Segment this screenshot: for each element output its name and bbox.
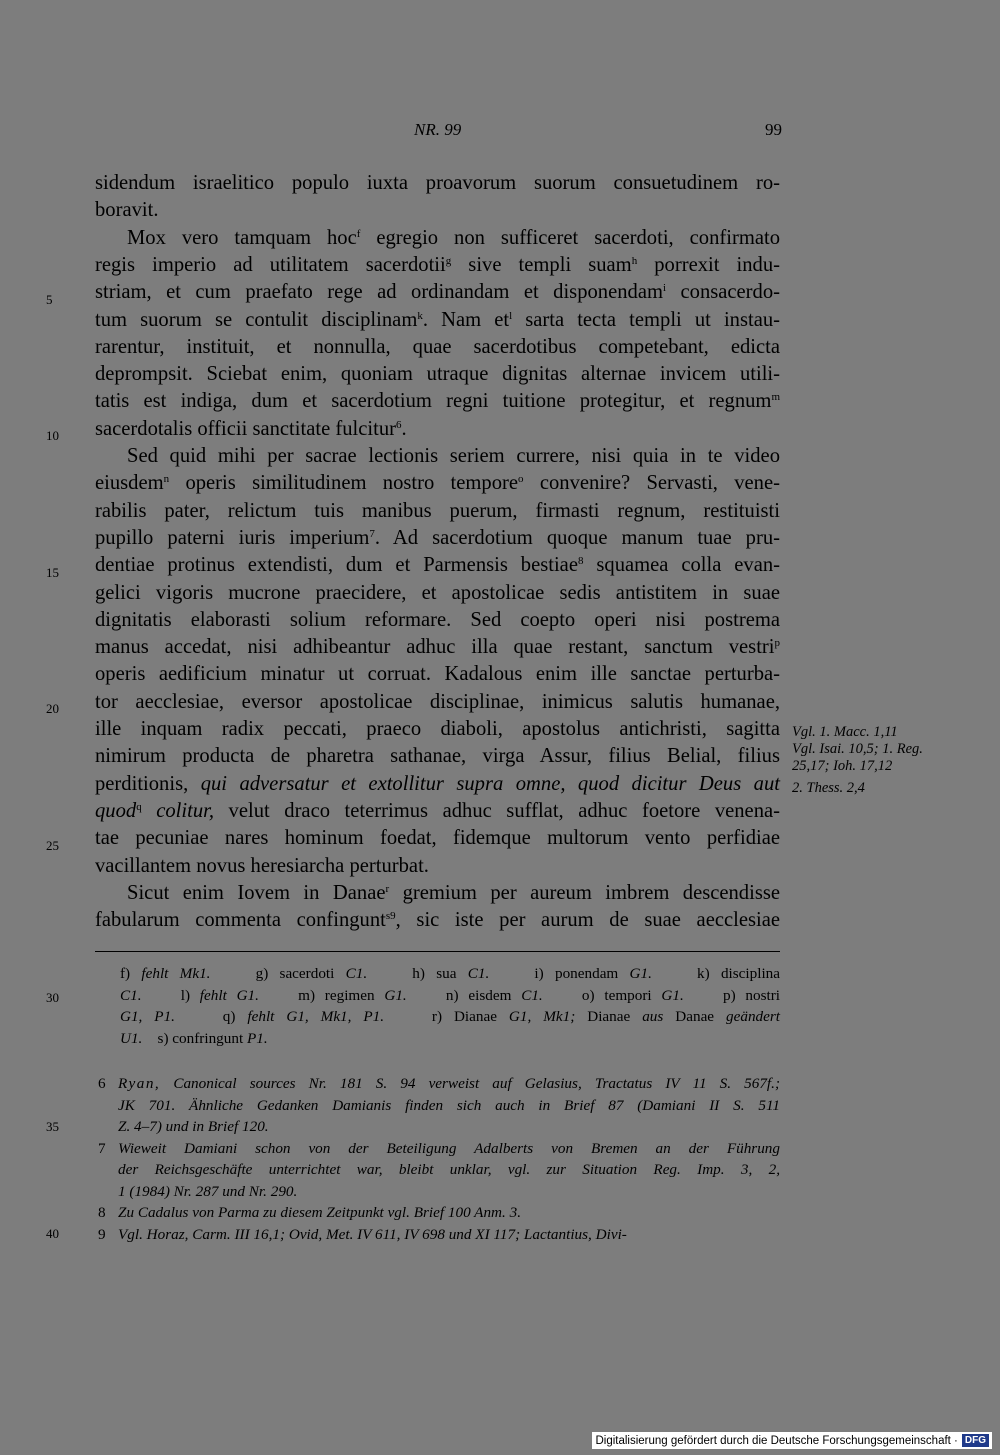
commentary-number: 6 xyxy=(98,1075,106,1092)
line-number: 30 xyxy=(46,990,59,1005)
line-number: 15 xyxy=(46,565,59,580)
margin-note: 2. Thess. 2,4 xyxy=(792,780,865,796)
apparatus-line: G1, P1. q) fehlt G1, Mk1, P1. r) Dianae G1, Mk1; Dianae aus Danae geändert xyxy=(120,1008,781,1025)
text-line: Sicut enim Iovem in Danae$^r$ gremium per aureum imbrem descendisse xyxy=(127,881,780,904)
text-line: quod$^q$ colitur, velut draco teterrimus adhuc sufflat, adhuc foetore venena- xyxy=(95,799,780,822)
text-line: sacerdotalis officii sanctitate fulcitur$^6$. xyxy=(95,417,407,440)
commentary-line: der Reichsgeschäfte unterrichtet war, bleibt unklar, vgl. zur Situation Reg. Imp. 3, 2, xyxy=(118,1161,780,1178)
funding-text: Digitalisierung gefördert durch die Deutsche Forschungsgemeinschaft · xyxy=(595,1434,958,1447)
text-line: sidendum israelitico populo iuxta proavorum suorum consuetudinem ro- xyxy=(95,172,780,194)
text-line: nimirum producta de pharetra sathanae, virga Assur, filius Belial, filius xyxy=(95,745,780,768)
text-line: rabilis pater, relictum tuis manibus puerum, firmasti regnum, restituisti xyxy=(95,499,780,522)
commentary-number: 9 xyxy=(98,1225,106,1243)
margin-note: 25,17; Ioh. 17,12 xyxy=(792,758,893,774)
funding-banner xyxy=(592,1432,992,1449)
text-line: rarentur, instituit, et nonnulla, quae sacerdotibus competebant, edicta xyxy=(95,335,780,358)
commentary-line: JK 701. Ähnliche Gedanken Damianis finden sich auch in Brief 87 (Damiani II S. 511 xyxy=(118,1096,780,1114)
commentary-number: 7 xyxy=(98,1139,106,1157)
commentary-number: 8 xyxy=(98,1204,106,1221)
text-line: fabularum commenta confingunt$^{s9}$, sic iste per aurum de suae aecclesiae xyxy=(95,909,780,932)
line-number: 20 xyxy=(46,701,59,716)
text-line: Sed quid mihi per sacrae lectionis seriem currere, nisi quia in te video xyxy=(127,445,780,467)
text-line: dignitatis elaborasti solium reformare. Sed coepto operi nisi postrema xyxy=(95,608,780,631)
running-header: NR. 99 xyxy=(414,120,462,139)
apparatus-line: U1. s) confringunt P1. xyxy=(120,1029,268,1047)
text-line: striam, et cum praefato rege ad ordinandam et disponendam$^i$ consacerdo- xyxy=(95,281,780,304)
line-number: 35 xyxy=(46,1119,59,1134)
apparatus-line: C1. l) fehlt G1. m) regimen G1. n) eisdem C1. o) tempori G1. p) nostri xyxy=(120,986,781,1004)
line-number: 40 xyxy=(46,1226,59,1241)
line-number: 5 xyxy=(46,292,53,307)
text-line: gelici vigoris mucrone praecidere, et apostolicae sedis antistitem in suae xyxy=(95,581,780,604)
text-line: perditionis, qui adversatur et extollitur supra omne, quod dicitur Deus aut xyxy=(95,772,780,795)
dfg-logo: DFG xyxy=(962,1434,989,1447)
text-line: tatis est indiga, dum et sacerdotium regni tuitione protegitur, et regnum$^m$ xyxy=(95,390,780,413)
text-line: boravit. xyxy=(95,199,159,222)
footnote-rule xyxy=(95,951,780,952)
text-line: deprompsit. Sciebat enim, quoniam utraque dignitas alternae invicem utili- xyxy=(95,363,780,386)
text-line: operis aedificium minatur ut corruat. Kadalous enim ille sanctae perturba- xyxy=(95,663,780,686)
line-number: 25 xyxy=(46,838,59,853)
text-line: manus accedat, nisi adhibeantur adhuc illa quae restant, sanctum vestri$^p$ xyxy=(95,636,780,659)
commentary-line: 1 (1984) Nr. 287 und Nr. 290. xyxy=(118,1182,298,1200)
line-number: 10 xyxy=(46,428,59,443)
commentary-line: 9 Vgl. Horaz, Carm. III 16,1; Ovid, Met. IV 611, IV 698 und XI 117; Lactantius, Divi- xyxy=(118,1224,780,1246)
margin-note: Vgl. 1. Macc. 1,11 xyxy=(792,724,898,740)
text-line: ille inquam radix peccati, praeco diaboli, apostolus antichristi, sagitta xyxy=(95,718,780,740)
text-line: tae pecuniae nares hominum foedat, fidemque multorum vento perfidiae xyxy=(95,827,780,850)
text-line: regis imperio ad utilitatem sacerdotii$^g$ sive templi suam$^h$ porrexit indu- xyxy=(95,253,780,276)
text-line: Mox vero tamquam hoc$^f$ egregio non sufficeret sacerdoti, confirmato xyxy=(127,226,780,249)
page-number: 99 xyxy=(765,120,782,139)
commentary-line: Z. 4–7) und in Brief 120. xyxy=(118,1118,269,1135)
text-line: pupillo paterni iuris imperium$^7$. Ad sacerdotium quoque manum tuae pru- xyxy=(95,526,780,549)
text-line: tum suorum se contulit disciplinam$^k$. Nam $et^l$ sarta tecta templi ut instau- xyxy=(95,308,781,331)
commentary-line: 8 Zu Cadalus von Parma zu diesem Zeitpunkt vgl. Brief 100 Anm. 3. xyxy=(118,1202,780,1224)
text-line: vacillantem novus heresiarcha perturbat. xyxy=(95,854,429,877)
text-line: dentiae protinus extendisti, dum et Parmensis bestiae$^8$ squamea colla evan- xyxy=(95,554,781,577)
commentary-line: 6 Ryan, Canonical sources Nr. 181 S. 94 verweist auf Gelasius, Tractatus IV 11 S. 567f.; xyxy=(118,1073,780,1095)
commentary-line: 7 Wieweit Damiani schon von der Beteiligung Adalberts von Bremen an der Führung xyxy=(118,1138,780,1160)
apparatus-line: f) fehlt Mk1. g) sacerdoti C1. h) sua C1. i) ponendam G1. k) disciplina xyxy=(120,965,781,982)
margin-note: Vgl. Isai. 10,5; 1. Reg. xyxy=(792,741,923,757)
text-line: eiusdem$^n$ operis similitudinem nostro tempore$^o$ convenire? Servasti, vene- xyxy=(95,472,780,495)
text-line: tor aecclesiae, eversor apostolicae disciplinae, inimicus salutis humanae, xyxy=(95,690,780,713)
